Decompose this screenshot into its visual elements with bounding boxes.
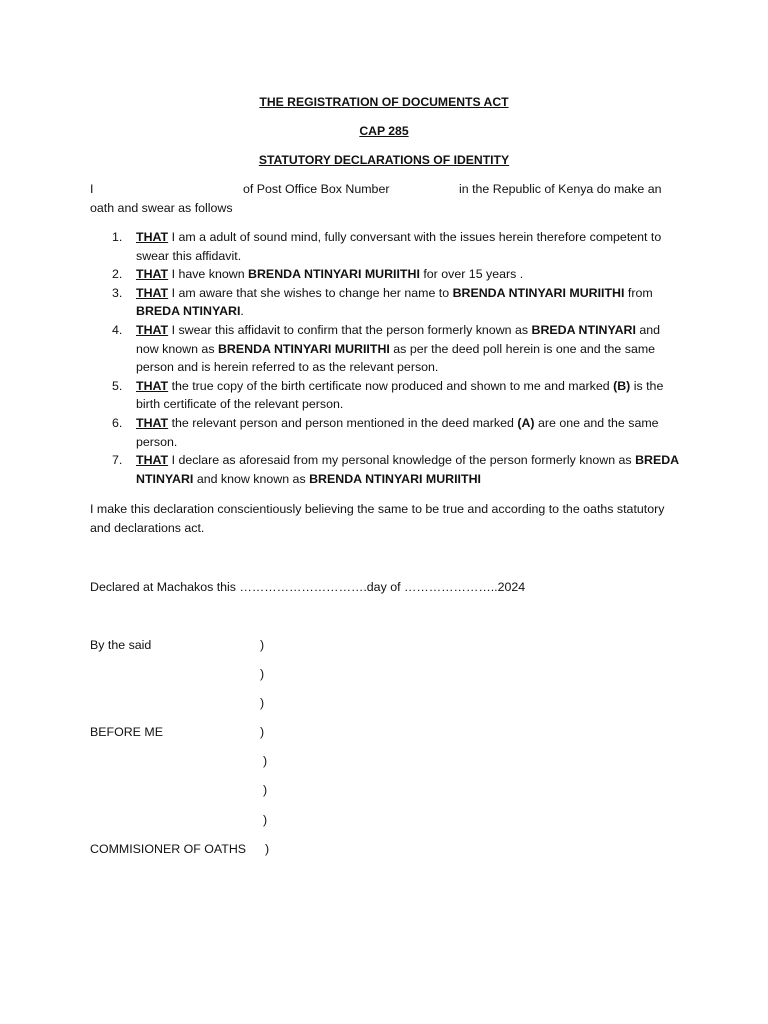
clause-text: are one and the same person. bbox=[136, 415, 659, 449]
clause-text: is the birth certificate of the relevant person. bbox=[136, 378, 664, 412]
signature-bracket: ) bbox=[260, 725, 265, 739]
intro-i: I bbox=[90, 182, 94, 196]
clause-text: for over 15 years . bbox=[419, 267, 524, 282]
clause-number: 7. bbox=[112, 453, 123, 468]
signature-bracket: ) bbox=[263, 783, 268, 797]
clause-item bbox=[90, 228, 680, 265]
clause-mark-bold: (B) bbox=[613, 378, 631, 393]
clause-mark-bold: (A) bbox=[517, 415, 535, 430]
cap-number: CAP 285 bbox=[359, 124, 409, 138]
clause-that: THAT bbox=[136, 267, 169, 282]
clause-number: 1. bbox=[112, 230, 123, 244]
declaration-paragraph: I make this declaration conscientiously believing the same to be true and according to the oaths statutory and declarations act. bbox=[90, 502, 665, 535]
clause-text: . bbox=[240, 304, 244, 319]
clause-text: and now known as bbox=[136, 322, 661, 356]
clause-that: THAT bbox=[136, 230, 169, 244]
intro-po-box: of Post Office Box Number bbox=[243, 182, 390, 196]
clause-item bbox=[90, 377, 680, 414]
clause-that: THAT bbox=[136, 453, 169, 468]
clause-text: I am a adult of sound mind, fully conversant with the issues herein therefore competent to swear this affidavit. bbox=[136, 230, 662, 263]
clause-that: THAT bbox=[136, 322, 169, 337]
clause-text: I have known bbox=[168, 267, 249, 282]
clause-number: 4. bbox=[112, 322, 123, 337]
signature-bracket: ) bbox=[260, 696, 265, 710]
declared-at-line: Declared at Machakos this ………………………….day of …………………..2024 bbox=[90, 580, 526, 594]
declaration-title: STATUTORY DECLARATIONS OF IDENTITY bbox=[258, 153, 510, 167]
act-title: THE REGISTRATION OF DOCUMENTS ACT bbox=[259, 95, 509, 109]
signature-bracket: ) bbox=[263, 754, 268, 768]
by-the-said-label: By the said bbox=[90, 638, 152, 652]
signature-bracket: ) bbox=[265, 842, 270, 856]
clause-that: THAT bbox=[136, 415, 169, 430]
clause-text: I swear this affidavit to confirm that the person formerly known as bbox=[168, 322, 532, 337]
clause-text: the relevant person and person mentioned in the deed marked bbox=[168, 415, 518, 430]
clause-number: 2. bbox=[112, 267, 123, 282]
clause-list bbox=[90, 228, 680, 488]
clause-name-bold: BRENDA NTINYARI MURIITHI bbox=[217, 341, 390, 356]
clause-text: from bbox=[624, 285, 653, 300]
clause-name-bold: BREDA NTINYARI bbox=[136, 304, 241, 319]
clause-name-bold: BREDA NTINYARI bbox=[531, 322, 636, 337]
clause-number: 5. bbox=[112, 378, 123, 393]
clause-number: 6. bbox=[112, 415, 123, 430]
intro-line bbox=[90, 180, 690, 199]
clause-number: 3. bbox=[112, 285, 123, 300]
clause-name-bold: BRENDA NTINYARI MURIITHI bbox=[309, 471, 481, 486]
clause-name-bold: BRENDA NTINYARI MURIITHI bbox=[452, 285, 625, 300]
signature-bracket: ) bbox=[263, 813, 268, 827]
commissioner-label: COMMISIONER OF OATHS bbox=[90, 842, 247, 856]
signature-bracket: ) bbox=[260, 638, 265, 652]
intro-republic: in the Republic of Kenya do make an bbox=[459, 182, 662, 196]
clause-name-bold: BREDA NTINYARI bbox=[136, 453, 679, 486]
clause-text: the true copy of the birth certificate now produced and shown to me and marked bbox=[168, 378, 614, 393]
clause-text: I am aware that she wishes to change her name to bbox=[168, 285, 453, 300]
intro-oath: oath and swear as follows bbox=[90, 201, 233, 215]
clause-name-bold: BRENDA NTINYARI MURIITHI bbox=[248, 267, 420, 282]
clause-that: THAT bbox=[136, 378, 169, 393]
clause-text: as per the deed poll herein is one and the same person and is herein referred to as the relevant person. bbox=[136, 341, 656, 375]
clause-text: and know known as bbox=[193, 471, 310, 486]
clause-item bbox=[90, 284, 680, 321]
signature-bracket: ) bbox=[260, 667, 265, 681]
clause-text: I declare as aforesaid from my personal knowledge of the person formerly known as bbox=[168, 453, 636, 468]
clause-item bbox=[90, 451, 680, 488]
clause-item bbox=[90, 414, 680, 451]
clause-item bbox=[90, 321, 680, 377]
clause-item bbox=[90, 265, 680, 284]
clause-that: THAT bbox=[136, 285, 169, 300]
before-me-label: BEFORE ME bbox=[90, 725, 163, 739]
